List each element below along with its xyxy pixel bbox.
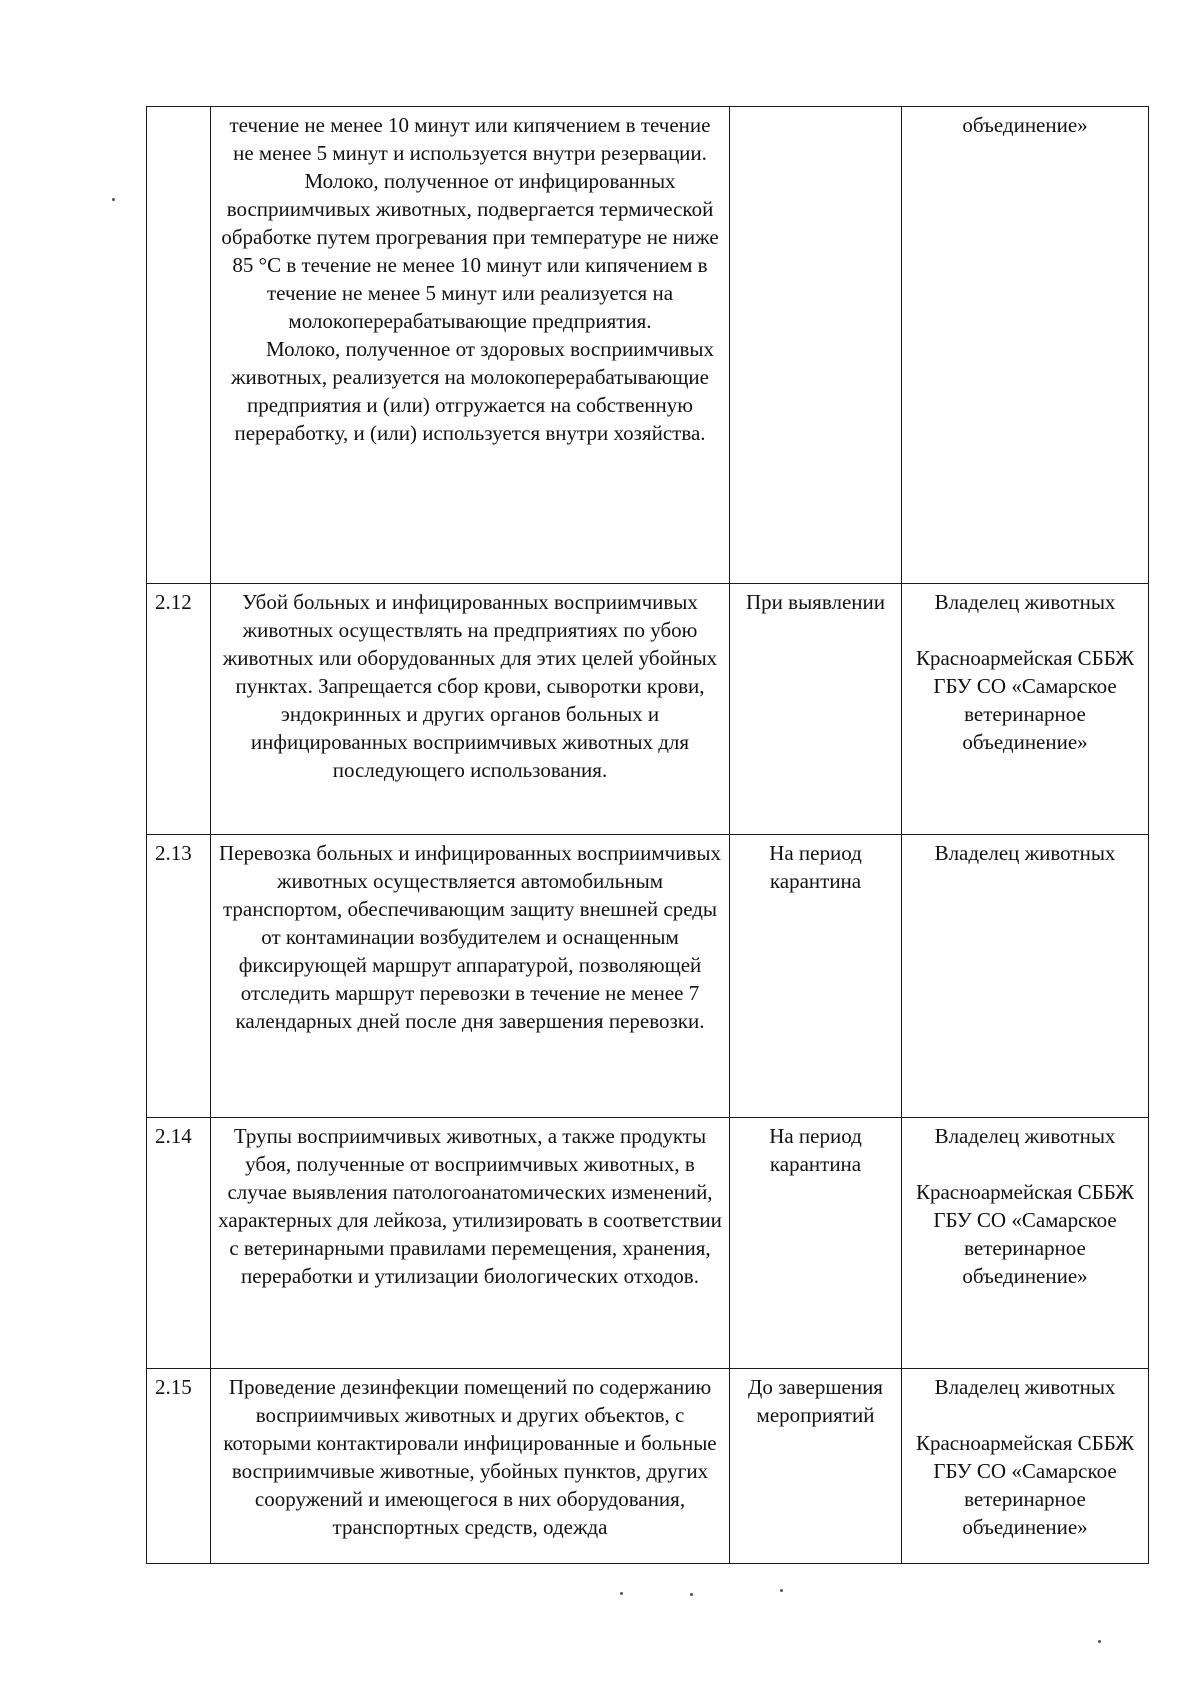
scan-speck <box>112 198 115 201</box>
row-number-cell: 2.13 <box>147 835 211 1118</box>
scan-speck <box>620 1592 623 1595</box>
scan-speck <box>1098 1640 1101 1643</box>
responsible-cell <box>902 1118 1149 1369</box>
measure-description-cell <box>211 584 730 835</box>
responsible-organization: Красноармейская СББЖ ГБУ СО «Самарское ветеринарное объединение» <box>915 646 1135 754</box>
measure-description-cell <box>211 1118 730 1369</box>
measure-description-cell <box>211 835 730 1118</box>
responsible-organization: Красноармейская СББЖ ГБУ СО «Самарское ветеринарное объединение» <box>915 1431 1135 1539</box>
responsible-organization: Красноармейская СББЖ ГБУ СО «Самарское ветеринарное объединение» <box>915 1180 1135 1288</box>
scan-speck <box>690 1593 693 1596</box>
description-paragraph: Молоко, полученное от инфицированных восприимчивых животных, подвергается термической обработке путем прогревания при температуре не ниже 85 °С в течение не менее 10 минут или кипячением в течение не менее 5 минут или реализуется на молокоперерабатывающие предприятия. <box>221 169 719 333</box>
responsible-organization: объединение» <box>962 113 1088 137</box>
description-paragraph: течение не менее 10 минут или кипячением в течение не менее 5 минут и используется внутри резервации. <box>229 113 711 165</box>
row-number-cell: 2.12 <box>147 584 211 835</box>
deadline-cell <box>730 107 902 584</box>
table-row <box>147 1369 1149 1564</box>
description-paragraph: Проведение дезинфекции помещений по содержанию восприимчивых животных и других объектов, с которыми контактировали инфицированные и больные восприимчивые животные, убойных пунктов, других сооружений и имеющегося в них оборудования, транспортных средств, одежда <box>223 1375 717 1539</box>
responsible-owner: Владелец животных <box>934 1124 1116 1148</box>
row-number-cell: 2.14 <box>147 1118 211 1369</box>
table-row <box>147 107 1149 584</box>
description-paragraph: Убой больных и инфицированных восприимчивых животных осуществлять на предприятиях по убою животных или оборудованных для этих целей убойных пунктах. Запрещается сбор крови, сыворотки крови, эндокринных и других органов больных и инфицированных восприимчивых животных для последующего использования. <box>222 590 718 782</box>
description-paragraph: Перевозка больных и инфицированных восприимчивых животных осуществляется автомобильным транспортом, обеспечивающим защиту внешней среды от контаминации возбудителем и оснащенным фиксирующей маршрут аппаратурой, позволяющей отследить маршрут перевозки в течение не менее 7 календарных дней после дня завершения перевозки. <box>219 841 721 1033</box>
responsible-owner: Владелец животных <box>934 590 1116 614</box>
row-number-cell: 2.15 <box>147 1369 211 1564</box>
measure-description-cell <box>211 1369 730 1564</box>
table-row <box>147 1118 1149 1369</box>
table-row <box>147 584 1149 835</box>
responsible-owner: Владелец животных <box>934 841 1116 865</box>
measures-table <box>146 106 1149 1564</box>
deadline-cell: На период карантина <box>730 1118 902 1369</box>
deadline-cell: На период карантина <box>730 835 902 1118</box>
row-number-cell <box>147 107 211 584</box>
responsible-cell <box>902 107 1149 584</box>
deadline-cell: При выявлении <box>730 584 902 835</box>
responsible-owner: Владелец животных <box>934 1375 1116 1399</box>
deadline-cell: До завершения мероприятий <box>730 1369 902 1564</box>
description-paragraph: Молоко, полученное от здоровых восприимчивых животных, реализуется на молокоперерабатывающие предприятия и (или) отгружается на собственную переработку, и (или) используется внутри хозяйства. <box>231 337 715 445</box>
description-paragraph: Трупы восприимчивых животных, а также продукты убоя, полученные от восприимчивых животных, в случае выявления патологоанатомических изменений, характерных для лейкоза, утилизировать в соответствии с ветеринарными правилами перемещения, хранения, переработки и утилизации биологических отходов. <box>218 1124 722 1288</box>
responsible-cell <box>902 584 1149 835</box>
responsible-cell <box>902 835 1149 1118</box>
table-row <box>147 835 1149 1118</box>
responsible-cell <box>902 1369 1149 1564</box>
scan-speck <box>780 1589 783 1592</box>
measure-description-cell <box>211 107 730 584</box>
